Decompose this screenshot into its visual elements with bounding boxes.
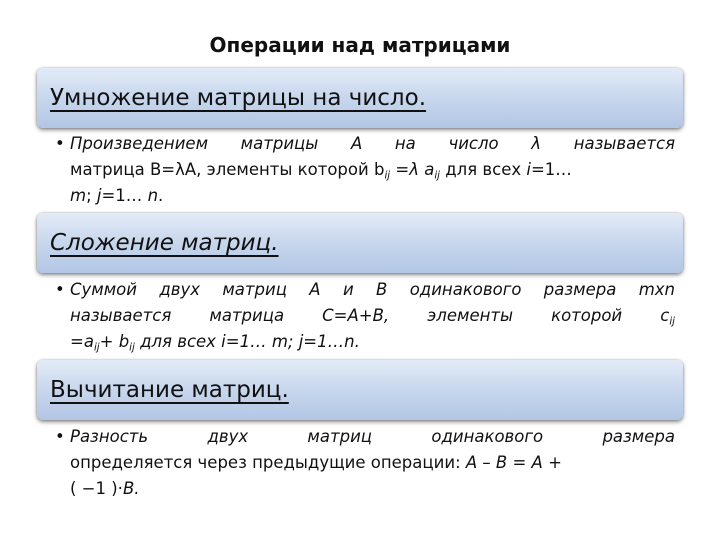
bullet-icon: • [55, 280, 65, 299]
section-header-subtraction [37, 360, 683, 420]
section-heading: Вычитание матриц. [50, 377, 289, 403]
body-line: ( −1 )·В. [70, 479, 140, 498]
bullet-icon: • [55, 134, 65, 153]
section-heading: Умножение матрицы на число. [50, 85, 427, 111]
section-body-addition [55, 277, 675, 355]
body-line: Произведением матрицы А на число λ называется [70, 134, 675, 153]
body-line: матрица B=λA, элементы которой $b_{ij} =\lambda$ $a_{ij}$ для всех i=1… [70, 160, 572, 182]
body-line: $=a_{ij}+ b_{ij}$ для всех i=1… m; j=1…n. [70, 332, 360, 354]
slide-title: Операции над матрицами [209, 33, 511, 57]
section-heading: Сложение матриц. [50, 230, 279, 256]
section-body-subtraction [55, 424, 675, 502]
section-header-multiplication [37, 68, 683, 128]
body-line: Разность двух матриц одинакового размера [70, 427, 675, 446]
section-body-multiplication [55, 131, 675, 209]
section-header-addition [37, 213, 683, 273]
body-line: определяется через предыдущие операции: А – В = А + [70, 453, 562, 472]
body-line: называется матрица С=А+В, элементы которой $c_{ij}$ [70, 306, 675, 328]
body-line: Суммой двух матриц А и В одинакового размера mxn [70, 280, 675, 299]
bullet-icon: • [55, 427, 65, 446]
body-line: m; j=1… n. [70, 186, 164, 205]
